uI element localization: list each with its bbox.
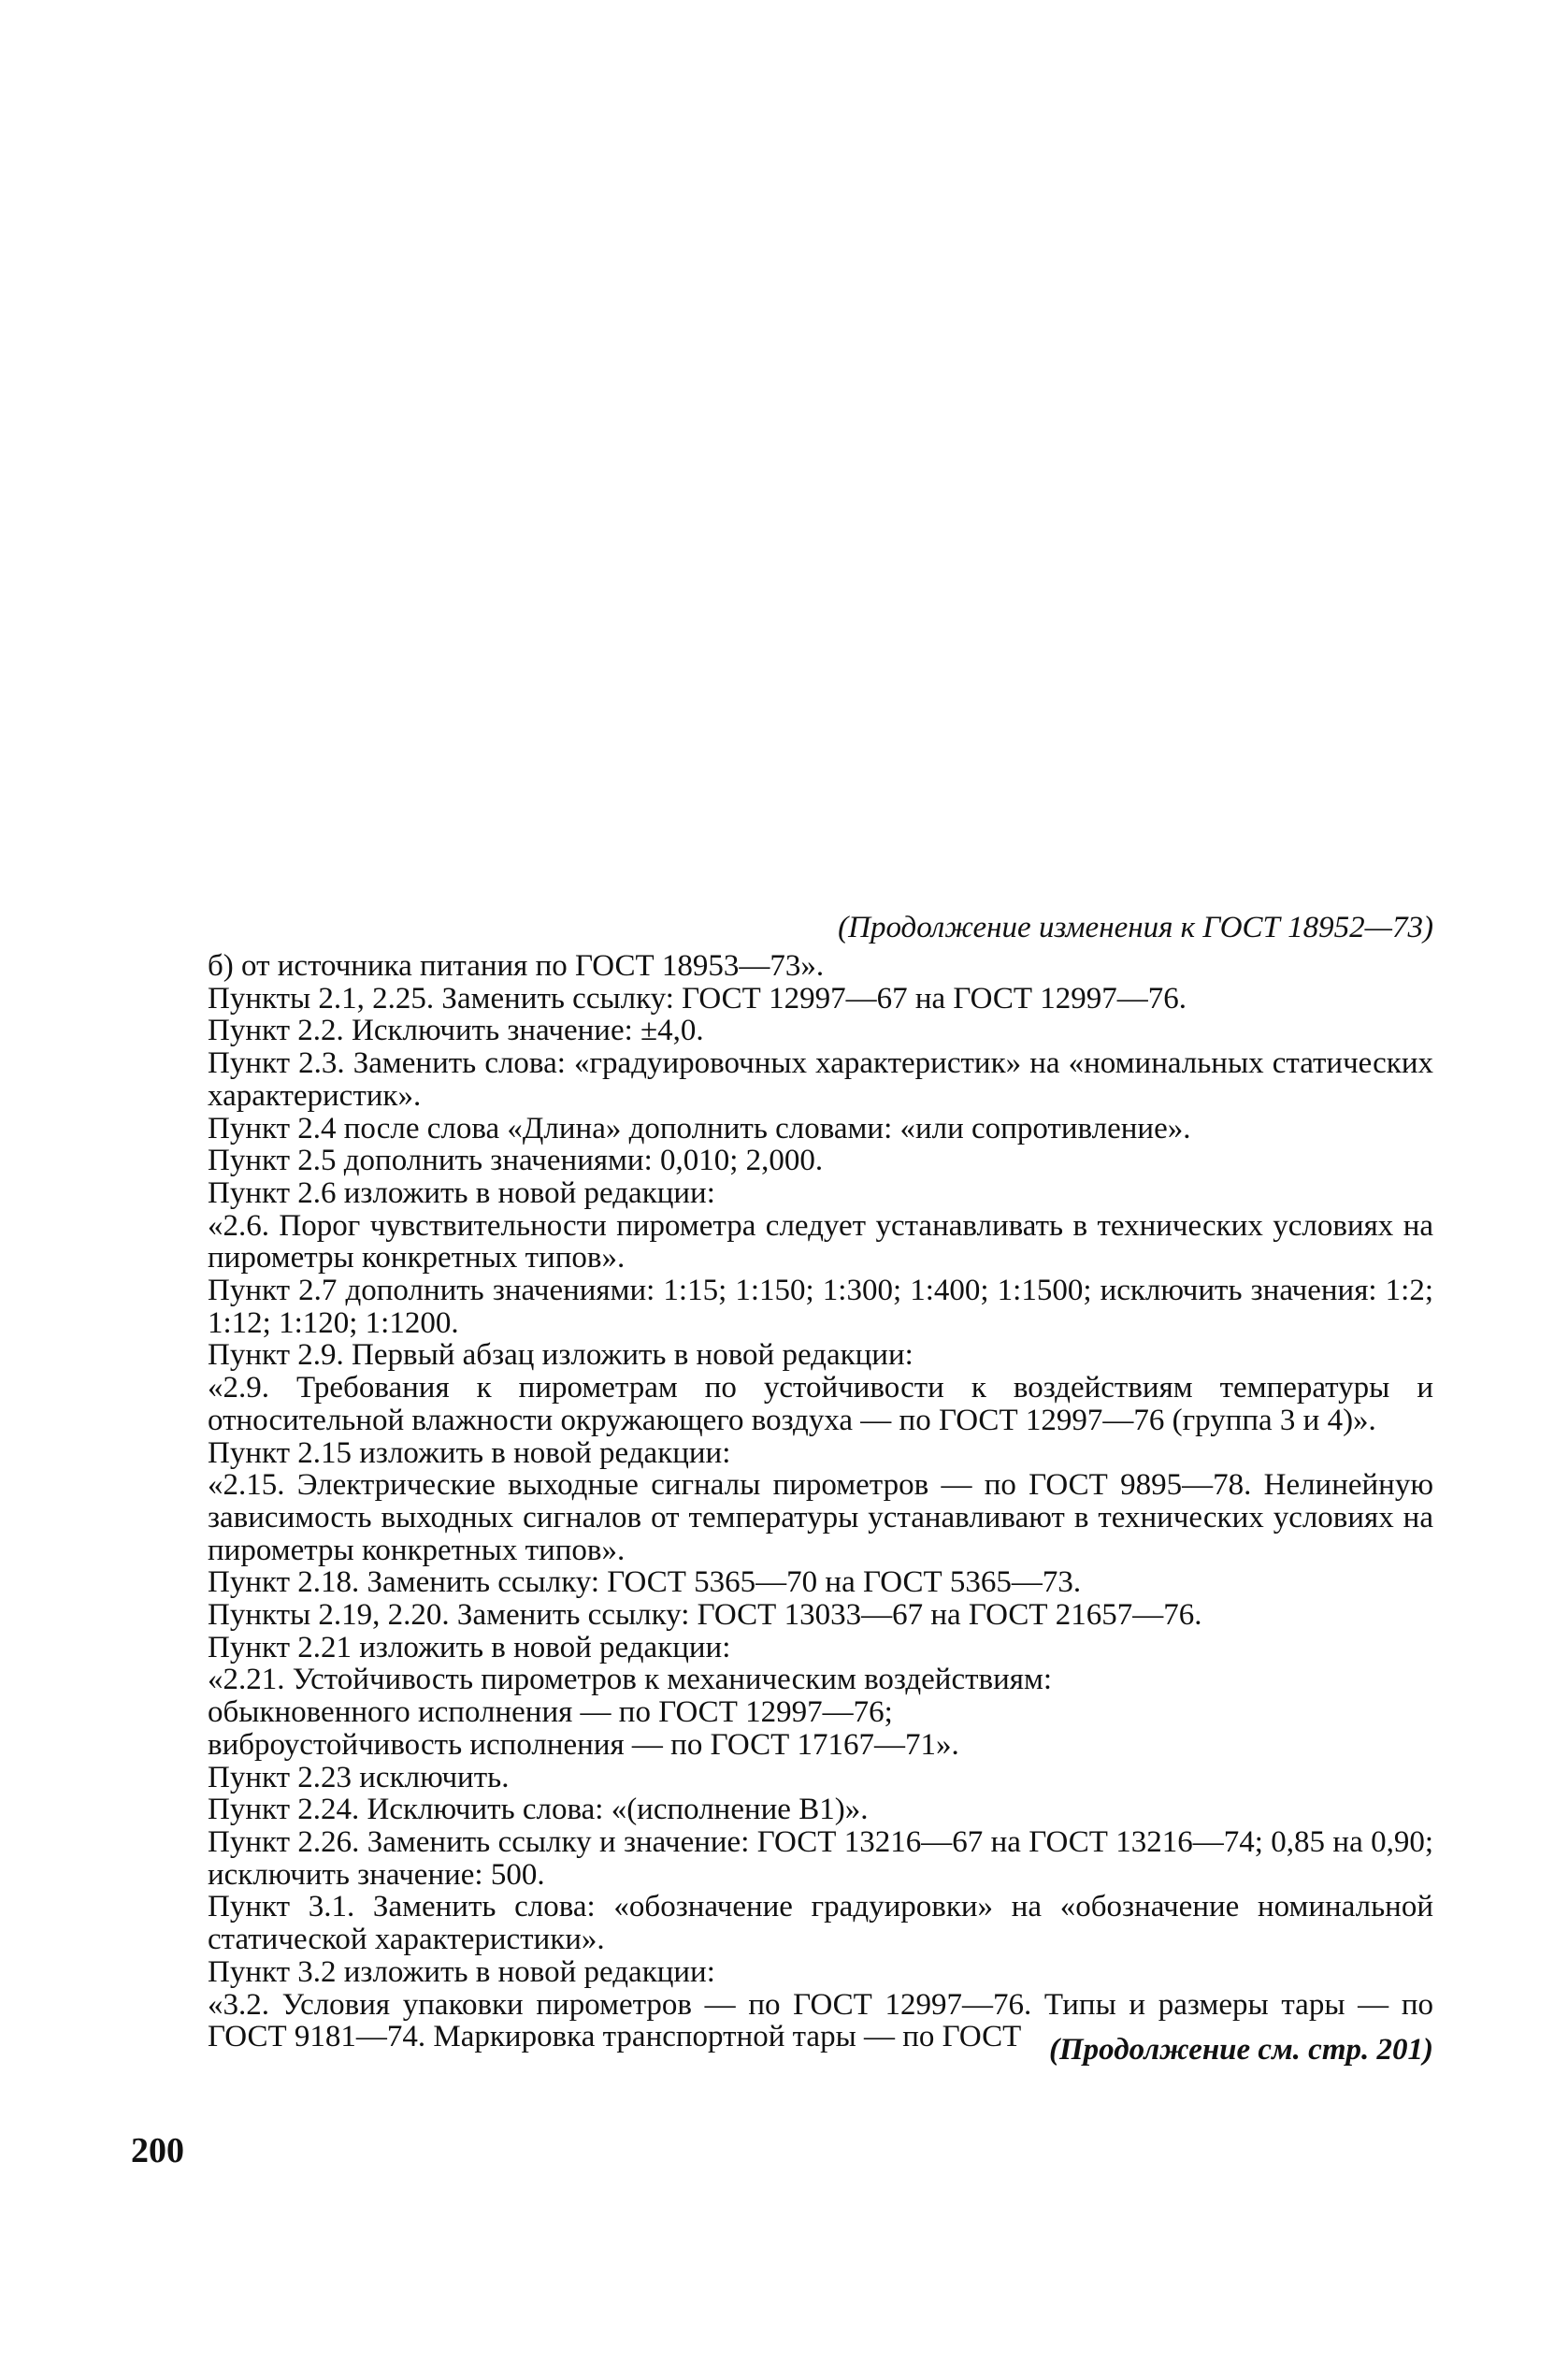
- paragraph: «3.2. Условия упаковки пирометров — по ГОСТ 12997—76. Типы и размеры тары — по ГОСТ 9181—74. Маркировка транспортной тары — по ГОСТ: [208, 1987, 1433, 2054]
- paragraph: Пункт 2.2. Исключить значение: ±4,0.: [208, 1014, 704, 1048]
- paragraph: «2.15. Электрические выходные сигналы пирометров — по ГОСТ 9895—78. Нелинейную зависимость выходных сигналов от температуры устанавливают в технических условиях на пирометры конкретных типов».: [208, 1468, 1433, 1567]
- paragraph: Пункт 2.7 дополнить значениями: 1:15; 1:150; 1:300; 1:400; 1:1500; исключить значения: 1:2; 1:12; 1:120; 1:1200.: [208, 1274, 1433, 1340]
- paragraph: виброустойчивость исполнения — по ГОСТ 17167—71».: [208, 1727, 959, 1762]
- paragraph: Пункт 2.3. Заменить слова: «градуировочных характеристик» на «номинальных статических характеристик».: [208, 1046, 1433, 1113]
- paragraph: «2.21. Устойчивость пирометров к механическим воздействиям:: [208, 1663, 1053, 1697]
- paragraph: Пункт 3.2 изложить в новой редакции:: [208, 1954, 715, 1989]
- paragraph: б) от источника питания по ГОСТ 18953—73».: [208, 949, 825, 983]
- paragraph: Пункт 2.9. Первый абзац изложить в новой редакции:: [208, 1338, 913, 1373]
- paragraph: обыкновенного исполнения — по ГОСТ 12997—76;: [208, 1695, 893, 1730]
- paragraph: Пункты 2.1, 2.25. Заменить ссылку: ГОСТ 12997—67 на ГОСТ 12997—76.: [208, 981, 1187, 1016]
- continuation-note: (Продолжение см. стр. 201): [1049, 2033, 1433, 2067]
- paragraph: Пункт 2.24. Исключить слова: «(исполнение В1)».: [208, 1793, 869, 1827]
- paragraph: Пункт 2.5 дополнить значениями: 0,010; 2,000.: [208, 1144, 824, 1178]
- paragraph: Пункт 2.21 изложить в новой редакции:: [208, 1630, 731, 1664]
- paragraph: «2.9. Требования к пирометрам по устойчивости к воздействиям температуры и относительной влажности окружающего воздуха — по ГОСТ 12997—76 (группа 3 и 4)».: [208, 1371, 1433, 1437]
- paragraph: Пункт 2.15 изложить в новой редакции:: [208, 1435, 731, 1470]
- paragraph: Пункт 3.1. Заменить слова: «обозначение градуировки» на «обозначение номинальной статической характеристики».: [208, 1890, 1433, 1957]
- paragraph: Пункт 2.26. Заменить ссылку и значение: ГОСТ 13216—67 на ГОСТ 13216—74; 0,85 на 0,90; исключить значение: 500.: [208, 1824, 1433, 1892]
- page-number: 200: [131, 2131, 184, 2170]
- paragraph: Пункт 2.4 после слова «Длина» дополнить словами: «или сопротивление».: [208, 1111, 1191, 1145]
- paragraph: Пункт 2.18. Заменить ссылку: ГОСТ 5365—70 на ГОСТ 5365—73.: [208, 1565, 1082, 1600]
- body-text: [208, 950, 1433, 2053]
- running-header: (Продолжение изменения к ГОСТ 18952—73): [838, 911, 1433, 944]
- paragraph: Пункт 2.6 изложить в новой редакции:: [208, 1175, 715, 1210]
- paragraph: «2.6. Порог чувствительности пирометра следует устанавливать в технических условиях на пирометры конкретных типов».: [208, 1208, 1433, 1275]
- paragraph: Пункты 2.19, 2.20. Заменить ссылку: ГОСТ 13033—67 на ГОСТ 21657—76.: [208, 1598, 1202, 1633]
- paragraph: Пункт 2.23 исключить.: [208, 1760, 510, 1794]
